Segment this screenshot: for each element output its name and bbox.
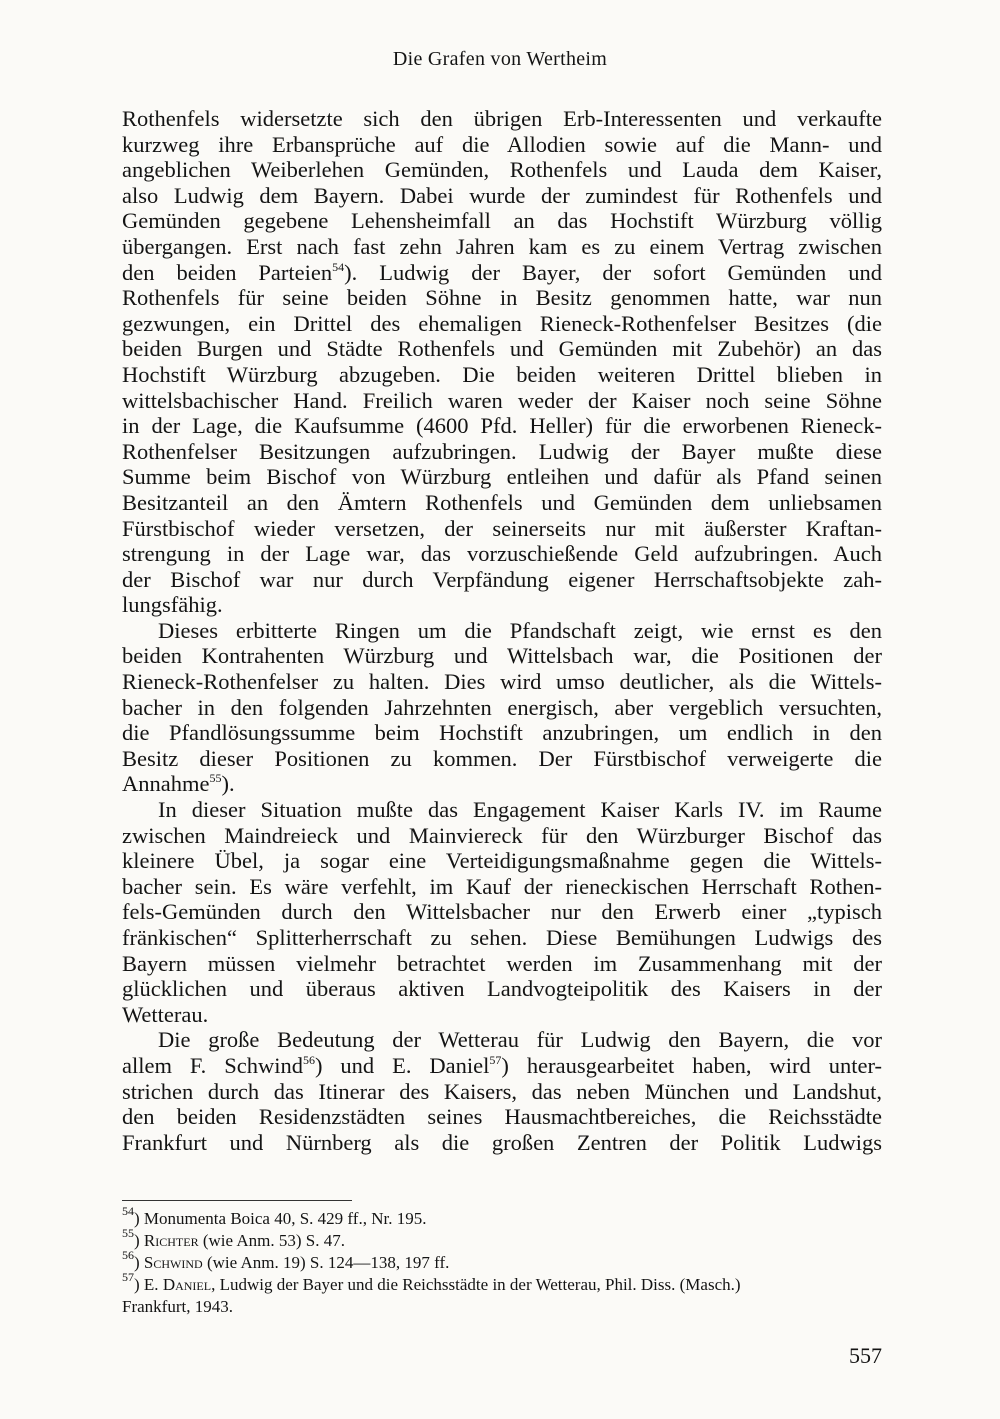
footnote-prefix: E. — [143, 1275, 163, 1294]
footnote-author: Schwind — [143, 1253, 203, 1272]
text-line: den beiden Residenzstädten seines Hausmachtbereiches, die Reichsstädte — [122, 1104, 882, 1130]
text-fragment: den beiden Parteien — [122, 259, 333, 285]
footnote-text: (wie Anm. 53) S. 47. — [198, 1231, 345, 1250]
footnote-divider — [122, 1200, 352, 1201]
text-line — [122, 771, 882, 797]
text-fragment: ). — [221, 771, 235, 797]
footnote-number: 54 — [122, 1204, 134, 1218]
text-line: Rieneck-Rothenfelser zu halten. Dies wird umso deutlicher, als die Wittels- — [122, 669, 882, 695]
text-line — [122, 1053, 882, 1079]
text-line: in der Lage, die Kaufsumme (4600 Pfd. Heller) für die erworbenen Rieneck- — [122, 413, 882, 439]
footnote-text: (wie Anm. 19) S. 124—138, 197 ff. — [202, 1253, 450, 1272]
text-line: der Bischof war nur durch Verpfändung eigener Herrschaftsobjekte zah- — [122, 566, 882, 592]
text-line: beiden Burgen und Städte Rothenfels und Gemünden mit Zubehör) an das — [122, 336, 882, 362]
footnote: $^{57}$) E. Daniel, Ludwig der Bayer und die Reichsstädte in der Wetterau, Phil. Diss. (Masch.) — [122, 1270, 741, 1294]
text-line: kurzweg ihre Erbansprüche auf die Allodien sowie auf die Mann- und — [122, 131, 882, 157]
text-line: kleinere Übel, ja sogar eine Verteidigungsmaßnahme gegen die Wittels- — [122, 848, 882, 874]
text-line: Besitz dieser Positionen zu kommen. Der Fürstbischof verweigerte die — [122, 745, 882, 771]
text-fragment: ) herausgearbeitet haben, wird unter- — [501, 1052, 882, 1078]
text-line: Fürstbischof wieder versetzen, der seinerseits nur mit äußerster Kraftan- — [122, 515, 882, 541]
footnote-text: Monumenta Boica 40, S. 429 ff., Nr. 195. — [143, 1209, 427, 1228]
text-line: Wetterau. — [122, 1001, 209, 1027]
text-line: Rothenfels für seine beiden Söhne in Besitz genommen hatte, war nun — [122, 285, 882, 311]
text-line: Summe beim Bischof von Würzburg entleihen und dafür als Pfand seinen — [122, 464, 882, 490]
text-line: die Pfandlösungssumme beim Hochstift anzubringen, um endlich in den — [122, 720, 882, 746]
footnotes — [122, 1204, 882, 1318]
page-number: 557 — [849, 1343, 882, 1368]
footnote-ref[interactable]: 54 — [332, 259, 345, 274]
text-line: Dieses erbitterte Ringen um die Pfandschaft zeigt, wie ernst es den — [158, 617, 882, 643]
running-header: Die Grafen von Wertheim — [392, 48, 608, 70]
text-line: Frankfurt und Nürnberg als die großen Zentren der Politik Ludwigs — [122, 1129, 882, 1155]
footnote-text: , Ludwig der Bayer und die Reichsstädte in der Wetterau, Phil. Diss. (Masch.) — [211, 1275, 741, 1294]
text-line: fränkischen“ Splitterherrschaft zu sehen. Diese Bemühungen Ludwigs des — [122, 925, 882, 950]
footnote-ref[interactable]: 56 — [302, 1052, 315, 1067]
text-line: Die große Bedeutung der Wetterau für Ludwig den Bayern, die vor — [158, 1027, 882, 1053]
text-line: Bayern müssen vielmehr betrachtet werden im Zusammenhang mit der — [122, 950, 882, 976]
text-fragment: ) und E. Daniel — [314, 1052, 490, 1078]
text-line: strengung in der Lage war, das vorzuschießende Geld aufzubringen. Auch — [122, 541, 882, 567]
footnote-author: Richter — [143, 1231, 199, 1250]
text-line: Besitzanteil an den Ämtern Rothenfels und Gemünden dem unliebsamen — [122, 489, 882, 515]
text-fragment: allem F. Schwind — [122, 1052, 303, 1078]
text-line: zwischen Maindreieck und Mainviereck für den Würzburger Bischof das — [122, 822, 882, 848]
footnote-number: 56 — [122, 1248, 134, 1262]
text-line — [122, 260, 882, 286]
footnote-ref[interactable]: 55 — [209, 771, 222, 786]
text-line: Rothenfelser Besitzungen aufzubringen. Ludwig der Bayer mußte diese — [122, 438, 882, 464]
text-line: wittelsbachischer Hand. Freilich waren weder der Kaiser noch seine Söhne — [122, 387, 882, 413]
text-line: fels-Gemünden durch den Wittelsbacher nur den Erwerb einer „typisch — [122, 899, 882, 925]
text-line: also Ludwig dem Bayern. Dabei wurde der zumindest für Rothenfels und — [122, 182, 882, 208]
body-text — [122, 106, 882, 1155]
text-line: In dieser Situation mußte das Engagement Kaiser Karls IV. im Raume — [158, 797, 882, 823]
text-fragment: Annahme — [122, 771, 210, 797]
footnote-ref[interactable]: 57 — [489, 1052, 502, 1067]
text-line: lungsfähig. — [122, 592, 223, 618]
text-line: gezwungen, ein Drittel des ehemaligen Rieneck-Rothenfelser Besitzes (die — [122, 310, 882, 336]
text-line: glücklichen und überaus aktiven Landvogteipolitik des Kaisers in der — [122, 976, 882, 1002]
footnote: $^{55}$) Richter (wie Anm. 53) S. 47. — [122, 1226, 345, 1250]
footnote-number: 55 — [122, 1226, 134, 1240]
text-line: Gemünden gegebene Lehensheimfall an das Hochstift Würzburg völlig — [122, 208, 882, 234]
text-fragment: ). Ludwig der Bayer, der sofort Gemünden und — [344, 259, 883, 285]
text-line: übergangen. Erst nach fast zehn Jahren kam es zu einem Vertrag zwischen — [122, 233, 882, 259]
footnote-number: 57 — [122, 1270, 134, 1284]
text-line: strichen durch das Itinerar des Kaisers, das neben München und Landshut, — [122, 1078, 882, 1104]
footnote-continuation: Frankfurt, 1943. — [122, 1297, 233, 1316]
footnote: $^{56}$) Schwind (wie Anm. 19) S. 124—138, 197 ff. — [122, 1248, 450, 1272]
footnote-author: Daniel — [162, 1275, 212, 1294]
text-line: Rothenfels widersetzte sich den übrigen Erb-Interessenten und verkaufte — [122, 106, 882, 131]
text-line: bacher in den folgenden Jahrzehnten energisch, aber vergeblich versuchten, — [122, 694, 882, 720]
footnote: $^{54}$) Monumenta Boica 40, S. 429 ff., Nr. 195. — [122, 1204, 427, 1228]
text-line: Hochstift Würzburg abzugeben. Die beiden weiteren Drittel blieben in — [122, 361, 882, 387]
text-line: bacher sein. Es wäre verfehlt, im Kauf der rieneckischen Herrschaft Rothen- — [122, 873, 882, 899]
text-line: angeblichen Weiberlehen Gemünden, Rothenfels und Lauda dem Kaiser, — [122, 157, 882, 183]
text-line: beiden Kontrahenten Würzburg und Wittelsbach war, die Positionen der — [122, 643, 882, 669]
